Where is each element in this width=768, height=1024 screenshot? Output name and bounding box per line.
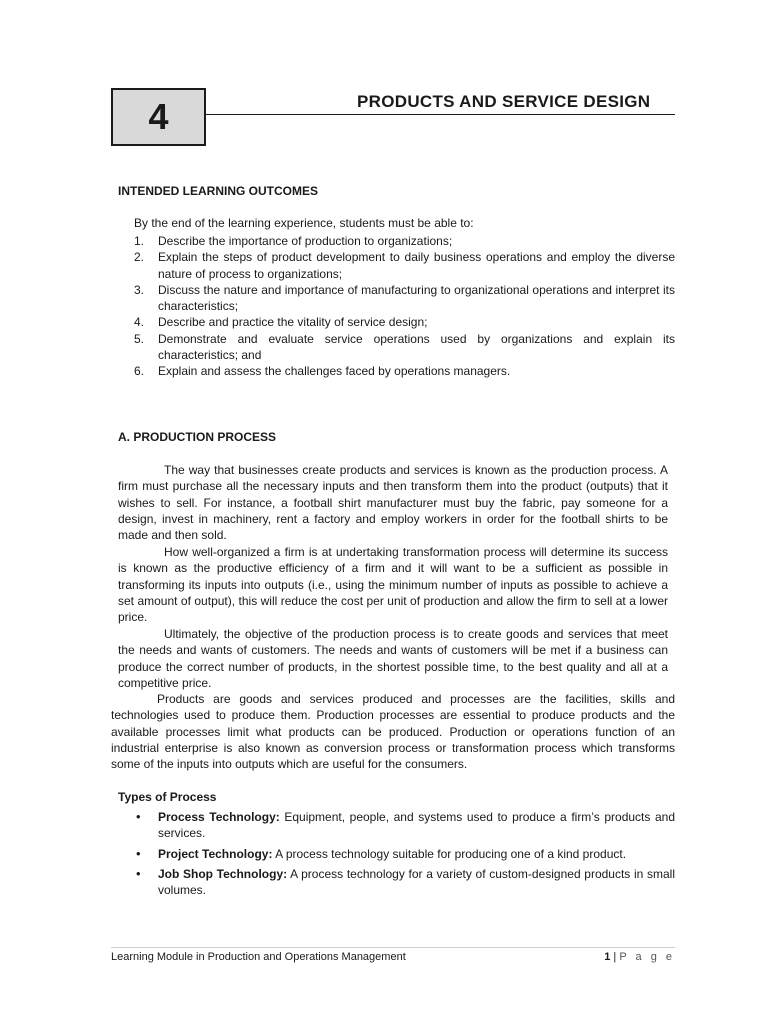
chapter-number-box xyxy=(111,88,206,146)
footer-rule xyxy=(111,947,675,948)
paragraph-4: Products are goods and services produced and processes are the facilities, skills and technologies used to produce them. Production processes are essential to produce products and the available processes limit what products can be produced. Production or operations function of an industrial enterprise is also known as conversion process or transformation process which transforms some of the inputs into outputs which are useful for the consumers. xyxy=(111,692,675,772)
list-item: 1. Describe the importance of production to organizations; xyxy=(134,234,453,248)
page-separator: | xyxy=(610,951,620,963)
chapter-number: 4 xyxy=(148,96,169,137)
chapter-title: PRODUCTS AND SERVICE DESIGN xyxy=(357,92,651,111)
types-list xyxy=(134,809,675,902)
list-item: 2. Explain the steps of product development to daily business operations and employ the diverse nature of process to organizations; xyxy=(134,250,675,281)
bullet-icon: • xyxy=(136,845,141,861)
list-item: 6. Explain and assess the challenges faced by operations managers. xyxy=(134,364,511,379)
list-item: • Job Shop Technology: A process technology for a variety of custom-designed products in small volumes. xyxy=(136,865,675,898)
list-item: 4. Describe and practice the vitality of service design; xyxy=(134,315,428,330)
list-item: 5. Demonstrate and evaluate service operations used by organizations and explain its characteristics; and xyxy=(134,331,675,363)
paragraph-2: How well-organized a firm is at undertaking transformation process will determine its success is known as the productive efficiency of a firm and it will want to be a sufficient as possible in transforming its inputs into outputs (i.e., using the minimum number of inputs as possible to achieve a set amount of output), this will reduce the cost per unit of production and allow the firm to sell at a lower price. xyxy=(118,545,668,625)
bullet-icon: • xyxy=(136,865,141,881)
list-item: 3. Discuss the nature and importance of manufacturing to organizational operations and interpret its characteristics; xyxy=(134,282,675,314)
list-item: • Project Technology: A process technology suitable for producing one of a kind product. xyxy=(136,845,627,861)
page-word: P a g e xyxy=(619,951,675,963)
section-a-heading: A. PRODUCTION PROCESS xyxy=(118,430,277,444)
outcomes-heading: INTENDED LEARNING OUTCOMES xyxy=(118,184,319,198)
footer-title: Learning Module in Production and Operations Management xyxy=(111,951,406,963)
list-item: • Process Technology: Equipment, people, and systems used to produce a firm’s products and services. xyxy=(136,809,675,841)
page-number: 1 xyxy=(604,951,611,963)
paragraph-1: The way that businesses create products and services is known as the production process. A firm must purchase all the necessary inputs and then transform them into the product (outputs) that it wishes to sell. For instance, a football shirt manufacturer must buy the fabric, pay someone for a design, invest in machinery, rent a factory and employ workers in order for the football shirts to be made and then sold. xyxy=(118,463,668,543)
outcomes-intro: By the end of the learning experience, students must be able to: xyxy=(134,216,474,230)
paragraph-3: Ultimately, the objective of the production process is to create goods and services that meet the needs and wants of customers. The needs and wants of customers will be met if a business can produce the correct number of products, in the shortest possible time, to the best quality and all at a competitive price. xyxy=(118,627,668,690)
outcomes-list xyxy=(134,233,675,380)
title-rule xyxy=(206,114,675,115)
bullet-icon: • xyxy=(136,809,141,824)
types-heading: Types of Process xyxy=(118,790,217,804)
page-indicator xyxy=(604,951,675,963)
